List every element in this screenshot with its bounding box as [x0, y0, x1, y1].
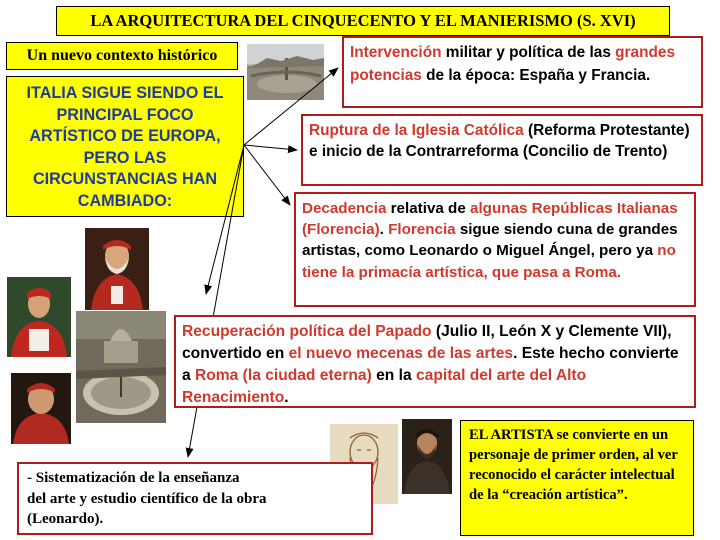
michelangelo-portrait [402, 419, 452, 494]
statement-line: CAMBIADO: [77, 191, 173, 210]
card-line: (Leonardo). [27, 511, 104, 527]
context-label [6, 42, 238, 70]
card-line: - Sistematización de la enseñanza [27, 470, 240, 486]
highlight-text: grandes potencias [350, 44, 676, 84]
slide-title-text: LA ARQUITECTURA DEL CINQUECENTO Y EL MANIERISMO (S. XVI) [90, 11, 636, 30]
slide-title [56, 6, 670, 36]
body-text: relativa de [386, 200, 470, 217]
body-text: de la época: España y Francia. [421, 66, 651, 84]
body-text: . Este hecho convierte a [182, 345, 679, 384]
highlight-text: Ruptura de la Iglesia Católica [309, 122, 524, 139]
body-text: sigue siendo cuna de grandes artistas, como Leonardo o Miguel Ángel, pero ya [302, 221, 678, 260]
pope-portrait [7, 277, 71, 357]
arrow-to-card-2 [244, 145, 297, 150]
card-artist [460, 420, 694, 536]
body-text: . [379, 221, 389, 239]
st-peters-basilica-photo [76, 311, 166, 423]
pope-leo-x-portrait [11, 373, 71, 444]
statement-line: PRINCIPAL FOCO [56, 105, 194, 124]
highlight-text: Roma (la ciudad eterna) [195, 367, 372, 384]
highlight-text: Intervención [350, 44, 442, 61]
statement-line: CIRCUNSTANCIAS HAN [32, 170, 218, 188]
statement-line: ITALIA SIGUE SIENDO EL [26, 84, 224, 102]
highlight-text: algunas Repúblicas Italianas (Florencia) [302, 200, 678, 239]
pope-julius-ii-portrait [85, 228, 149, 310]
statement-line: PERO LAS [83, 148, 167, 167]
highlight-text: el nuevo mecenas de las artes [288, 345, 514, 362]
card-intervention [342, 36, 703, 108]
card-papacy-recovery [174, 315, 696, 408]
body-text: (Julio II, León X y Clemente VII), convertido en [182, 323, 672, 362]
main-statement-box [6, 76, 244, 217]
card-text: EL ARTISTA se convierte en un personaje de primer orden, al ver reconocido el carácter intelectual de la “creación artística”. [469, 427, 678, 503]
highlight-text: Recuperación política del Papado [182, 323, 432, 340]
arrow-to-card-3 [244, 145, 290, 205]
card-line: del arte y estudio científico de la obra [27, 490, 267, 507]
highlight-text: capital del arte del Alto Renacimiento [182, 367, 587, 406]
card-systematization [17, 462, 373, 535]
statement-line: ARTÍSTICO DE EUROPA, [29, 127, 221, 145]
body-text: . [284, 389, 289, 406]
body-text: militar y política de las [441, 44, 616, 61]
card-decadence [294, 192, 696, 307]
st-peters-square-photo [247, 44, 324, 100]
highlight-text: Decadencia [302, 200, 387, 217]
context-label-text: Un nuevo contexto histórico [26, 47, 218, 64]
highlight-text: Florencia [388, 221, 456, 239]
highlight-text: no tiene la primacía artística, que pasa a Roma. [302, 242, 676, 281]
body-text: en la [371, 367, 416, 384]
card-church-rupture [301, 114, 703, 186]
body-text: (Reforma Protestante) e inicio de la Contrarreforma (Concilio de Trento) [309, 122, 690, 160]
